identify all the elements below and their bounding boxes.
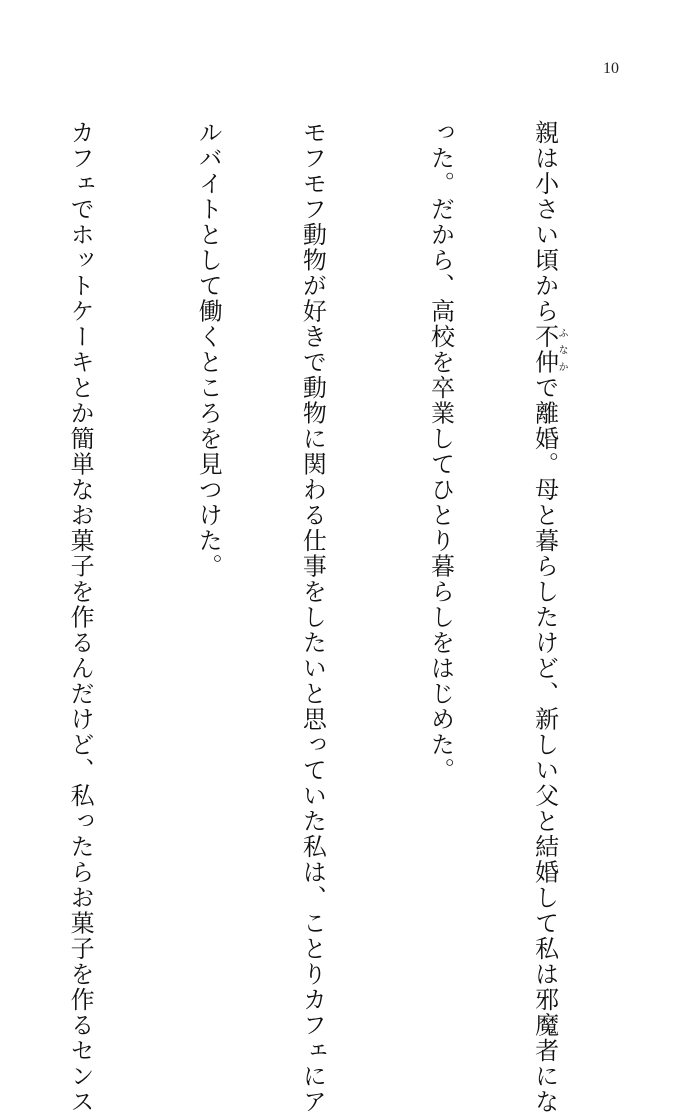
ruby-base: 不仲 — [530, 324, 559, 375]
ruby-word — [530, 324, 568, 375]
text-line: カフェでホットケーキとか簡単なお菓子を作るんだけど、私ったらお菓子を作るセンス — [66, 120, 95, 1115]
text-segment: 親は小さい頃から — [530, 120, 559, 324]
text-line: モフモフ動物が好きで動物に関わる仕事をしたいと思っていた私は、ことりカフェにア — [298, 120, 327, 1115]
text-line: った。だから、高校を卒業してひとり暮らしをはじめた。 — [426, 120, 455, 783]
ruby-reading: ふなか — [556, 324, 568, 375]
text-line: ルバイトとして働くところを見つけた。 — [194, 120, 223, 579]
text-segment: で離婚。母と暮らしたけど、新しい父と結婚して私は邪魔者にな — [530, 375, 559, 1115]
body-text — [66, 120, 636, 1115]
text-line — [527, 120, 568, 1115]
page-number: 10 — [603, 60, 619, 77]
